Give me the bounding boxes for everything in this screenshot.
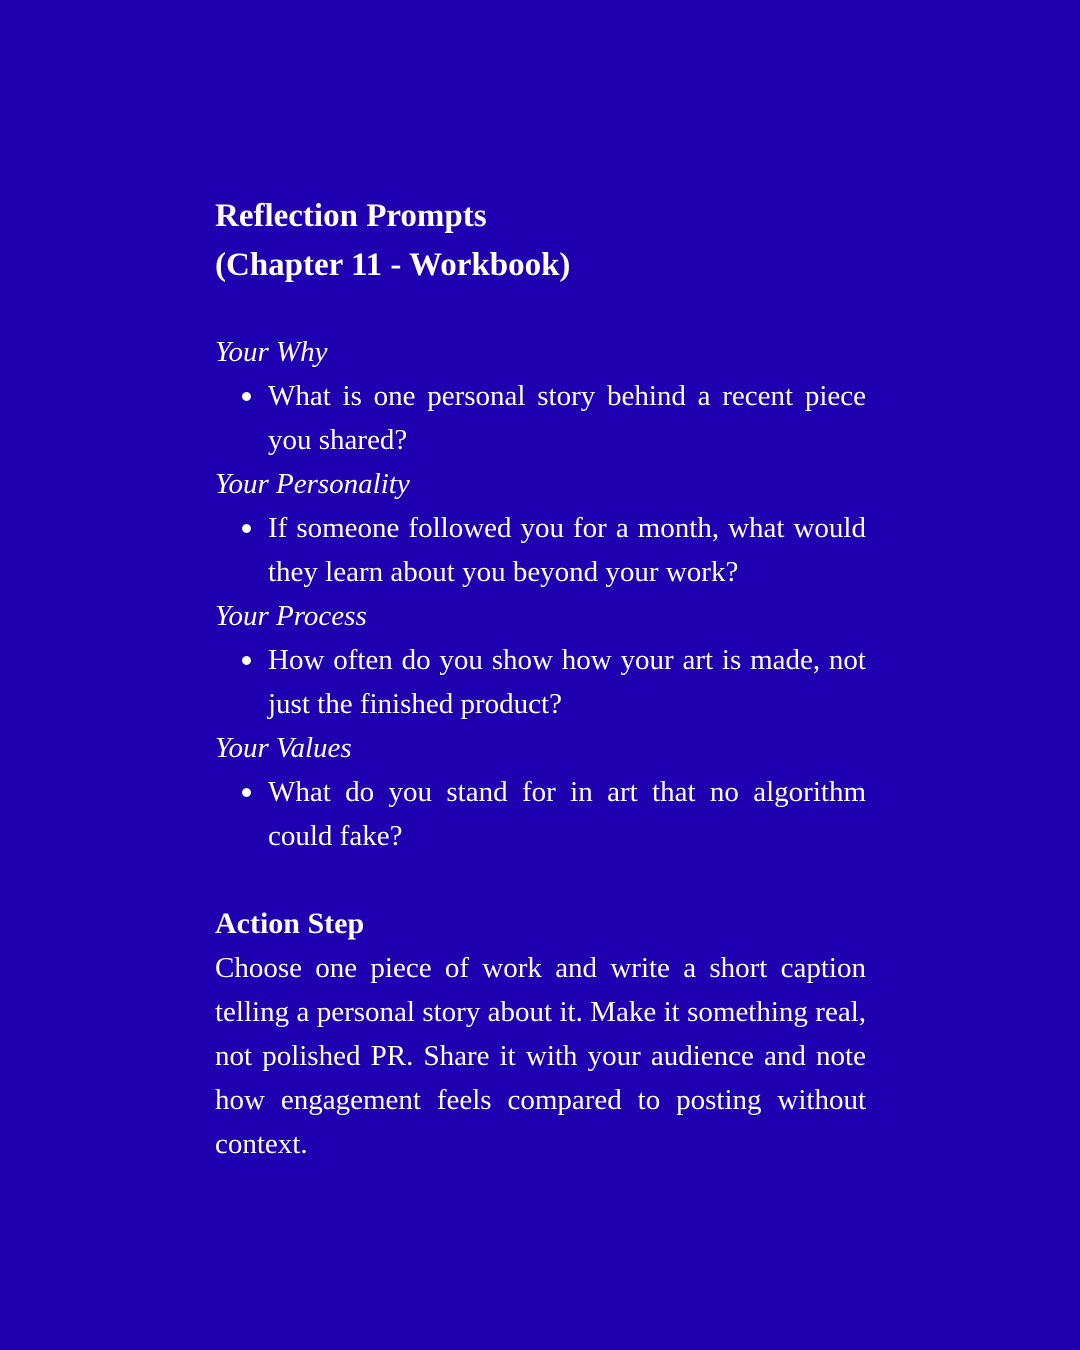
prompt-item bbox=[268, 638, 866, 726]
section-heading: Your Values bbox=[215, 732, 352, 764]
prompt-text: What is one personal story behind a recent piece you shared? bbox=[268, 380, 866, 456]
page-title-line-1: Reflection Prompts bbox=[215, 198, 487, 234]
section-heading: Your Why bbox=[215, 336, 328, 368]
section-heading: Your Personality bbox=[215, 468, 410, 500]
prompt-list bbox=[215, 770, 866, 858]
prompt-list bbox=[215, 374, 866, 462]
prompt-text: What do you stand for in art that no algorithm could fake? bbox=[268, 776, 866, 852]
action-step bbox=[215, 902, 866, 1166]
section-your-why bbox=[215, 330, 866, 462]
page-title bbox=[215, 192, 866, 290]
section-your-values bbox=[215, 726, 866, 858]
section-heading: Your Process bbox=[215, 600, 367, 632]
action-step-body: Choose one piece of work and write a short caption telling a personal story about it. Make it something real, not polished PR. Share it with your audience and note how engagement feels compared to posting without context. bbox=[215, 952, 866, 1160]
prompt-item bbox=[268, 506, 866, 594]
bullet-icon bbox=[242, 524, 251, 533]
action-step-heading: Action Step bbox=[215, 907, 365, 940]
prompt-text: If someone followed you for a month, what would they learn about you beyond your work? bbox=[268, 512, 866, 588]
prompt-item bbox=[268, 770, 866, 858]
section-your-personality bbox=[215, 462, 866, 594]
bullet-icon bbox=[242, 392, 251, 401]
prompt-text: How often do you show how your art is made, not just the finished product? bbox=[268, 644, 866, 720]
bullet-icon bbox=[242, 788, 251, 797]
reflection-sections bbox=[215, 330, 866, 858]
prompt-item bbox=[268, 374, 866, 462]
workbook-page bbox=[215, 192, 866, 1166]
page-title-line-2: (Chapter 11 - Workbook) bbox=[215, 247, 571, 283]
prompt-list bbox=[215, 638, 866, 726]
section-your-process bbox=[215, 594, 866, 726]
prompt-list bbox=[215, 506, 866, 594]
bullet-icon bbox=[242, 656, 251, 665]
